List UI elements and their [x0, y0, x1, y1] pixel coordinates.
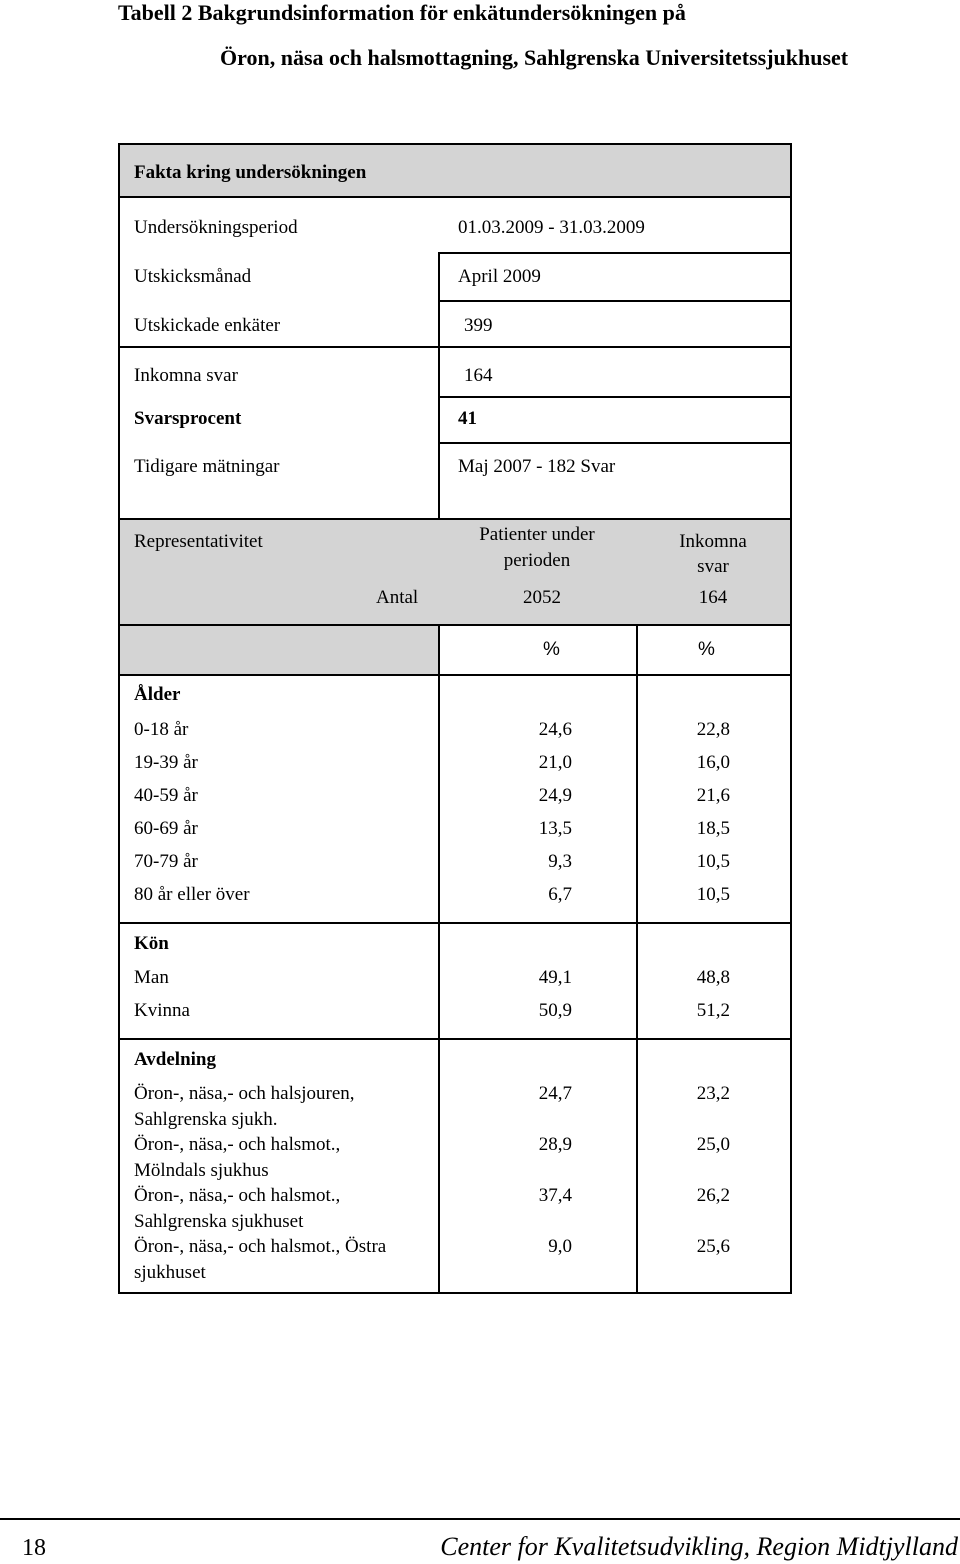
pct-col-divider-1: [438, 624, 440, 1294]
dept-row-line2: Mölndals sjukhus: [134, 1160, 269, 1181]
footer-rule: [0, 1518, 960, 1520]
age-row-label: 40-59 år: [134, 785, 198, 806]
facts-label-received: Inkomna svar: [134, 365, 238, 386]
dept-row-line2: Sahlgrenska sjukh.: [134, 1109, 278, 1130]
dept-row-c1: 28,9: [538, 1134, 572, 1155]
age-row-c1: 21,0: [538, 752, 572, 773]
col1-header-line2: perioden: [503, 550, 571, 571]
antal-row-bottom-line: [118, 624, 792, 626]
col1-header-line1: Patienter under: [479, 524, 595, 545]
facts-row-line: [438, 252, 792, 254]
pct-col-divider-2: [636, 624, 638, 1294]
dept-row-c2: 25,6: [696, 1236, 730, 1257]
facts-row-line: [438, 300, 792, 302]
facts-value-month: April 2009: [458, 266, 541, 287]
antal-label: Antal: [376, 587, 419, 608]
facts-value-previous: Maj 2007 - 182 Svar: [458, 456, 616, 477]
age-row-label: 0-18 år: [134, 719, 189, 740]
gender-section-bottom-line: [118, 1038, 792, 1040]
age-row-label: 70-79 år: [134, 851, 198, 872]
pct-row-label-bg: [120, 626, 438, 674]
facts-label-period: Undersökningsperiod: [134, 217, 298, 238]
representativity-label: Representativitet: [134, 531, 263, 552]
dept-heading: Avdelning: [134, 1049, 217, 1070]
facts-row-line: [438, 442, 792, 444]
facts-label-previous: Tidigare mätningar: [134, 456, 280, 477]
facts-heading: Fakta kring undersökningen: [134, 162, 367, 183]
age-row-c1: 24,6: [538, 719, 572, 740]
age-row-c1: 6,7: [548, 884, 572, 905]
gender-row-c2: 51,2: [696, 1000, 730, 1021]
age-row-c1: 24,9: [538, 785, 572, 806]
gender-row-label: Man: [134, 967, 169, 988]
facts-value-sent: 399: [464, 315, 493, 336]
age-heading: Ålder: [134, 684, 181, 705]
facts-label-rate: Svarsprocent: [134, 408, 242, 429]
age-row-c2: 22,8: [696, 719, 730, 740]
facts-heading-line: [118, 196, 792, 198]
title-line-2: Öron, näsa och halsmottagning, Sahlgrenska Universitetssjukhuset: [220, 45, 849, 70]
facts-value-period: 01.03.2009 - 31.03.2009: [458, 217, 645, 238]
age-row-c2: 21,6: [696, 785, 730, 806]
gender-row-c1: 50,9: [538, 1000, 572, 1021]
col2-header-line2: svar: [697, 556, 729, 577]
age-section-bottom-line: [118, 922, 792, 924]
facts-column-divider: [438, 252, 440, 518]
facts-label-month: Utskicksmånad: [134, 266, 252, 287]
dept-row-line2: Sahlgrenska sjukhuset: [134, 1211, 304, 1232]
dept-row-c1: 24,7: [538, 1083, 572, 1104]
facts-label-sent: Utskickade enkäter: [134, 315, 281, 336]
gender-heading: Kön: [134, 933, 169, 954]
age-row-c2: 10,5: [696, 884, 730, 905]
table-right-border: [790, 144, 792, 1294]
gender-row-c1: 49,1: [538, 967, 572, 988]
dept-row-line1: Öron-, näsa,- och halsmot.,: [134, 1185, 341, 1206]
antal-col2: 164: [698, 587, 728, 608]
pct-col2: %: [698, 639, 715, 660]
dept-row-line2: sjukhuset: [134, 1262, 206, 1283]
title-line-1: Tabell 2 Bakgrundsinformation för enkätundersökningen på: [118, 0, 686, 25]
table-bottom-border: [118, 1292, 792, 1294]
gender-row-label: Kvinna: [134, 1000, 190, 1021]
table-left-border: [118, 144, 120, 1294]
gender-row-c2: 48,8: [696, 967, 730, 988]
age-row-c1: 9,3: [548, 851, 572, 872]
age-row-c1: 13,5: [538, 818, 572, 839]
dept-row-c2: 25,0: [696, 1134, 730, 1155]
facts-row-line: [438, 396, 792, 398]
dept-row-c1: 9,0: [548, 1236, 572, 1257]
age-row-label: 19-39 år: [134, 752, 198, 773]
dept-row-c2: 23,2: [696, 1083, 730, 1104]
age-row-label: 60-69 år: [134, 818, 198, 839]
age-row-c2: 18,5: [696, 818, 730, 839]
age-row-c2: 10,5: [696, 851, 730, 872]
dept-row-line1: Öron-, näsa,- och halsjouren,: [134, 1083, 355, 1104]
facts-bottom-line: [118, 518, 792, 520]
pct-col1: %: [543, 639, 560, 660]
page-number: 18: [22, 1535, 46, 1561]
antal-col1: 2052: [523, 587, 561, 608]
dept-row-line1: Öron-, näsa,- och halsmot.,: [134, 1134, 341, 1155]
age-row-c2: 16,0: [696, 752, 730, 773]
age-row-label: 80 år eller över: [134, 884, 250, 905]
dept-row-c2: 26,2: [696, 1185, 730, 1206]
footer-org: Center for Kvalitetsudvikling, Region Midtjylland: [440, 1532, 958, 1561]
dept-row-line1: Öron-, näsa,- och halsmot., Östra: [134, 1236, 387, 1257]
facts-value-rate: 41: [458, 408, 477, 429]
facts-value-received: 164: [464, 365, 493, 386]
dept-row-c1: 37,4: [538, 1185, 572, 1206]
col2-header-line1: Inkomna: [679, 531, 747, 552]
facts-row-line: [118, 346, 792, 348]
table-top-border: [118, 143, 792, 145]
pct-row-bottom-line: [118, 674, 792, 676]
